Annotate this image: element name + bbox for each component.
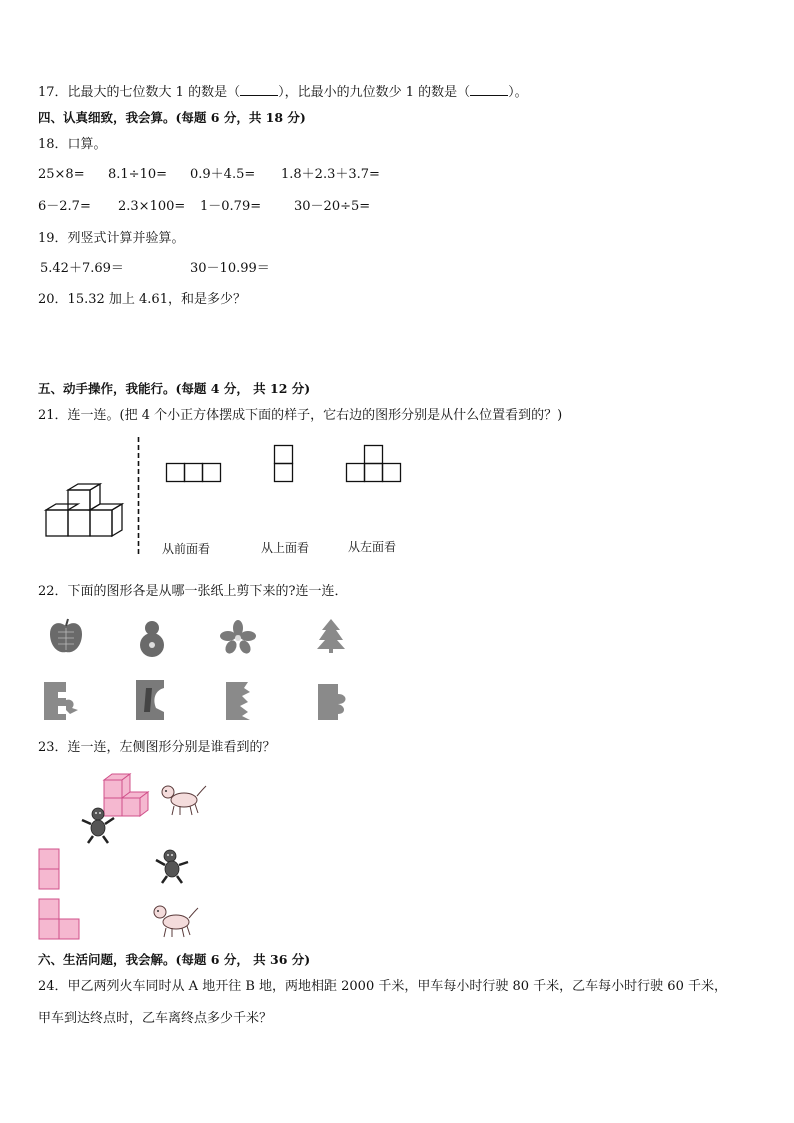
dog-icon xyxy=(158,782,208,818)
view-label-top: 从上面看 xyxy=(261,541,310,555)
q17-text-2: ），比最小的九位数少 1 的数是（ xyxy=(278,85,471,100)
calc-item: 0.9＋4.5= xyxy=(190,167,256,182)
front-view-shape xyxy=(166,463,222,483)
calc-item: 6－2.7= xyxy=(38,199,91,214)
vertical-calc-item: 30－10.99＝ xyxy=(190,261,270,276)
monkey-icon xyxy=(78,806,118,844)
view-shape-vertical xyxy=(38,848,62,890)
gourd-cutout-icon xyxy=(136,618,168,658)
question-19-title: 19．列竖式计算并验算。 xyxy=(38,231,185,246)
answer-blank-1[interactable] xyxy=(240,83,278,96)
tree-cutout-icon xyxy=(316,618,346,654)
q17-text-3: ）。 xyxy=(508,85,528,100)
flower-cutout-icon xyxy=(220,620,256,654)
question-21-title: 21．连一连。(把 4 个小正方体摆成下面的样子，它右边的图形分别是从什么位置看到的？) xyxy=(38,408,563,423)
section-6-heading: 六、生活问题，我会解。(每题 6 分， 共 36 分) xyxy=(38,952,311,967)
view-label-left: 从左面看 xyxy=(348,540,397,554)
view-label-front: 从前面看 xyxy=(162,542,211,556)
paper-piece-1 xyxy=(42,680,82,722)
dog-icon xyxy=(150,902,200,940)
question-20: 20．15.32 加上 4.61，和是多少？ xyxy=(38,292,246,307)
paper-piece-4 xyxy=(316,682,350,722)
question-17 xyxy=(38,83,528,101)
question-23-title: 23．连一连，左侧图形分别是谁看到的？ xyxy=(38,740,276,755)
q17-text-1: 17．比最大的七位数大 1 的数是（ xyxy=(38,85,241,100)
calc-item: 2.3×100= xyxy=(118,199,186,214)
view-shape-l xyxy=(38,898,82,942)
question-24-line-1: 24．甲乙两列火车同时从 A 地开往 B 地，两地相距 2000 千米，甲车每小时行驶 80 千米，乙车每小时行驶 60 千米， xyxy=(38,979,727,994)
top-view-shape xyxy=(274,445,296,483)
dashed-divider xyxy=(137,437,141,557)
cube-stack-figure xyxy=(40,480,130,542)
paper-piece-3 xyxy=(224,680,256,722)
calc-item: 8.1÷10= xyxy=(108,167,168,182)
calc-item: 1－0.79= xyxy=(200,199,262,214)
section-5-heading: 五、动手操作，我能行。(每题 4 分， 共 12 分) xyxy=(38,381,311,396)
apple-cutout-icon xyxy=(48,618,84,656)
calc-item: 30－20÷5= xyxy=(294,199,371,214)
answer-blank-2[interactable] xyxy=(470,83,508,96)
question-18-title: 18．口算。 xyxy=(38,137,107,152)
calc-item: 25×8= xyxy=(38,167,85,182)
question-22-title: 22．下面的图形各是从哪一张纸上剪下来的?连一连． xyxy=(38,584,348,599)
paper-piece-2 xyxy=(134,678,168,722)
vertical-calc-item: 5.42＋7.69＝ xyxy=(40,261,124,276)
section-4-heading: 四、认真细致，我会算。(每题 6 分，共 18 分) xyxy=(38,110,306,125)
calc-item: 1.8＋2.3＋3.7= xyxy=(281,167,380,182)
monkey-icon xyxy=(152,848,192,884)
question-24-line-2: 甲车到达终点时，乙车离终点多少千米？ xyxy=(38,1011,273,1026)
left-view-shape xyxy=(346,445,404,483)
